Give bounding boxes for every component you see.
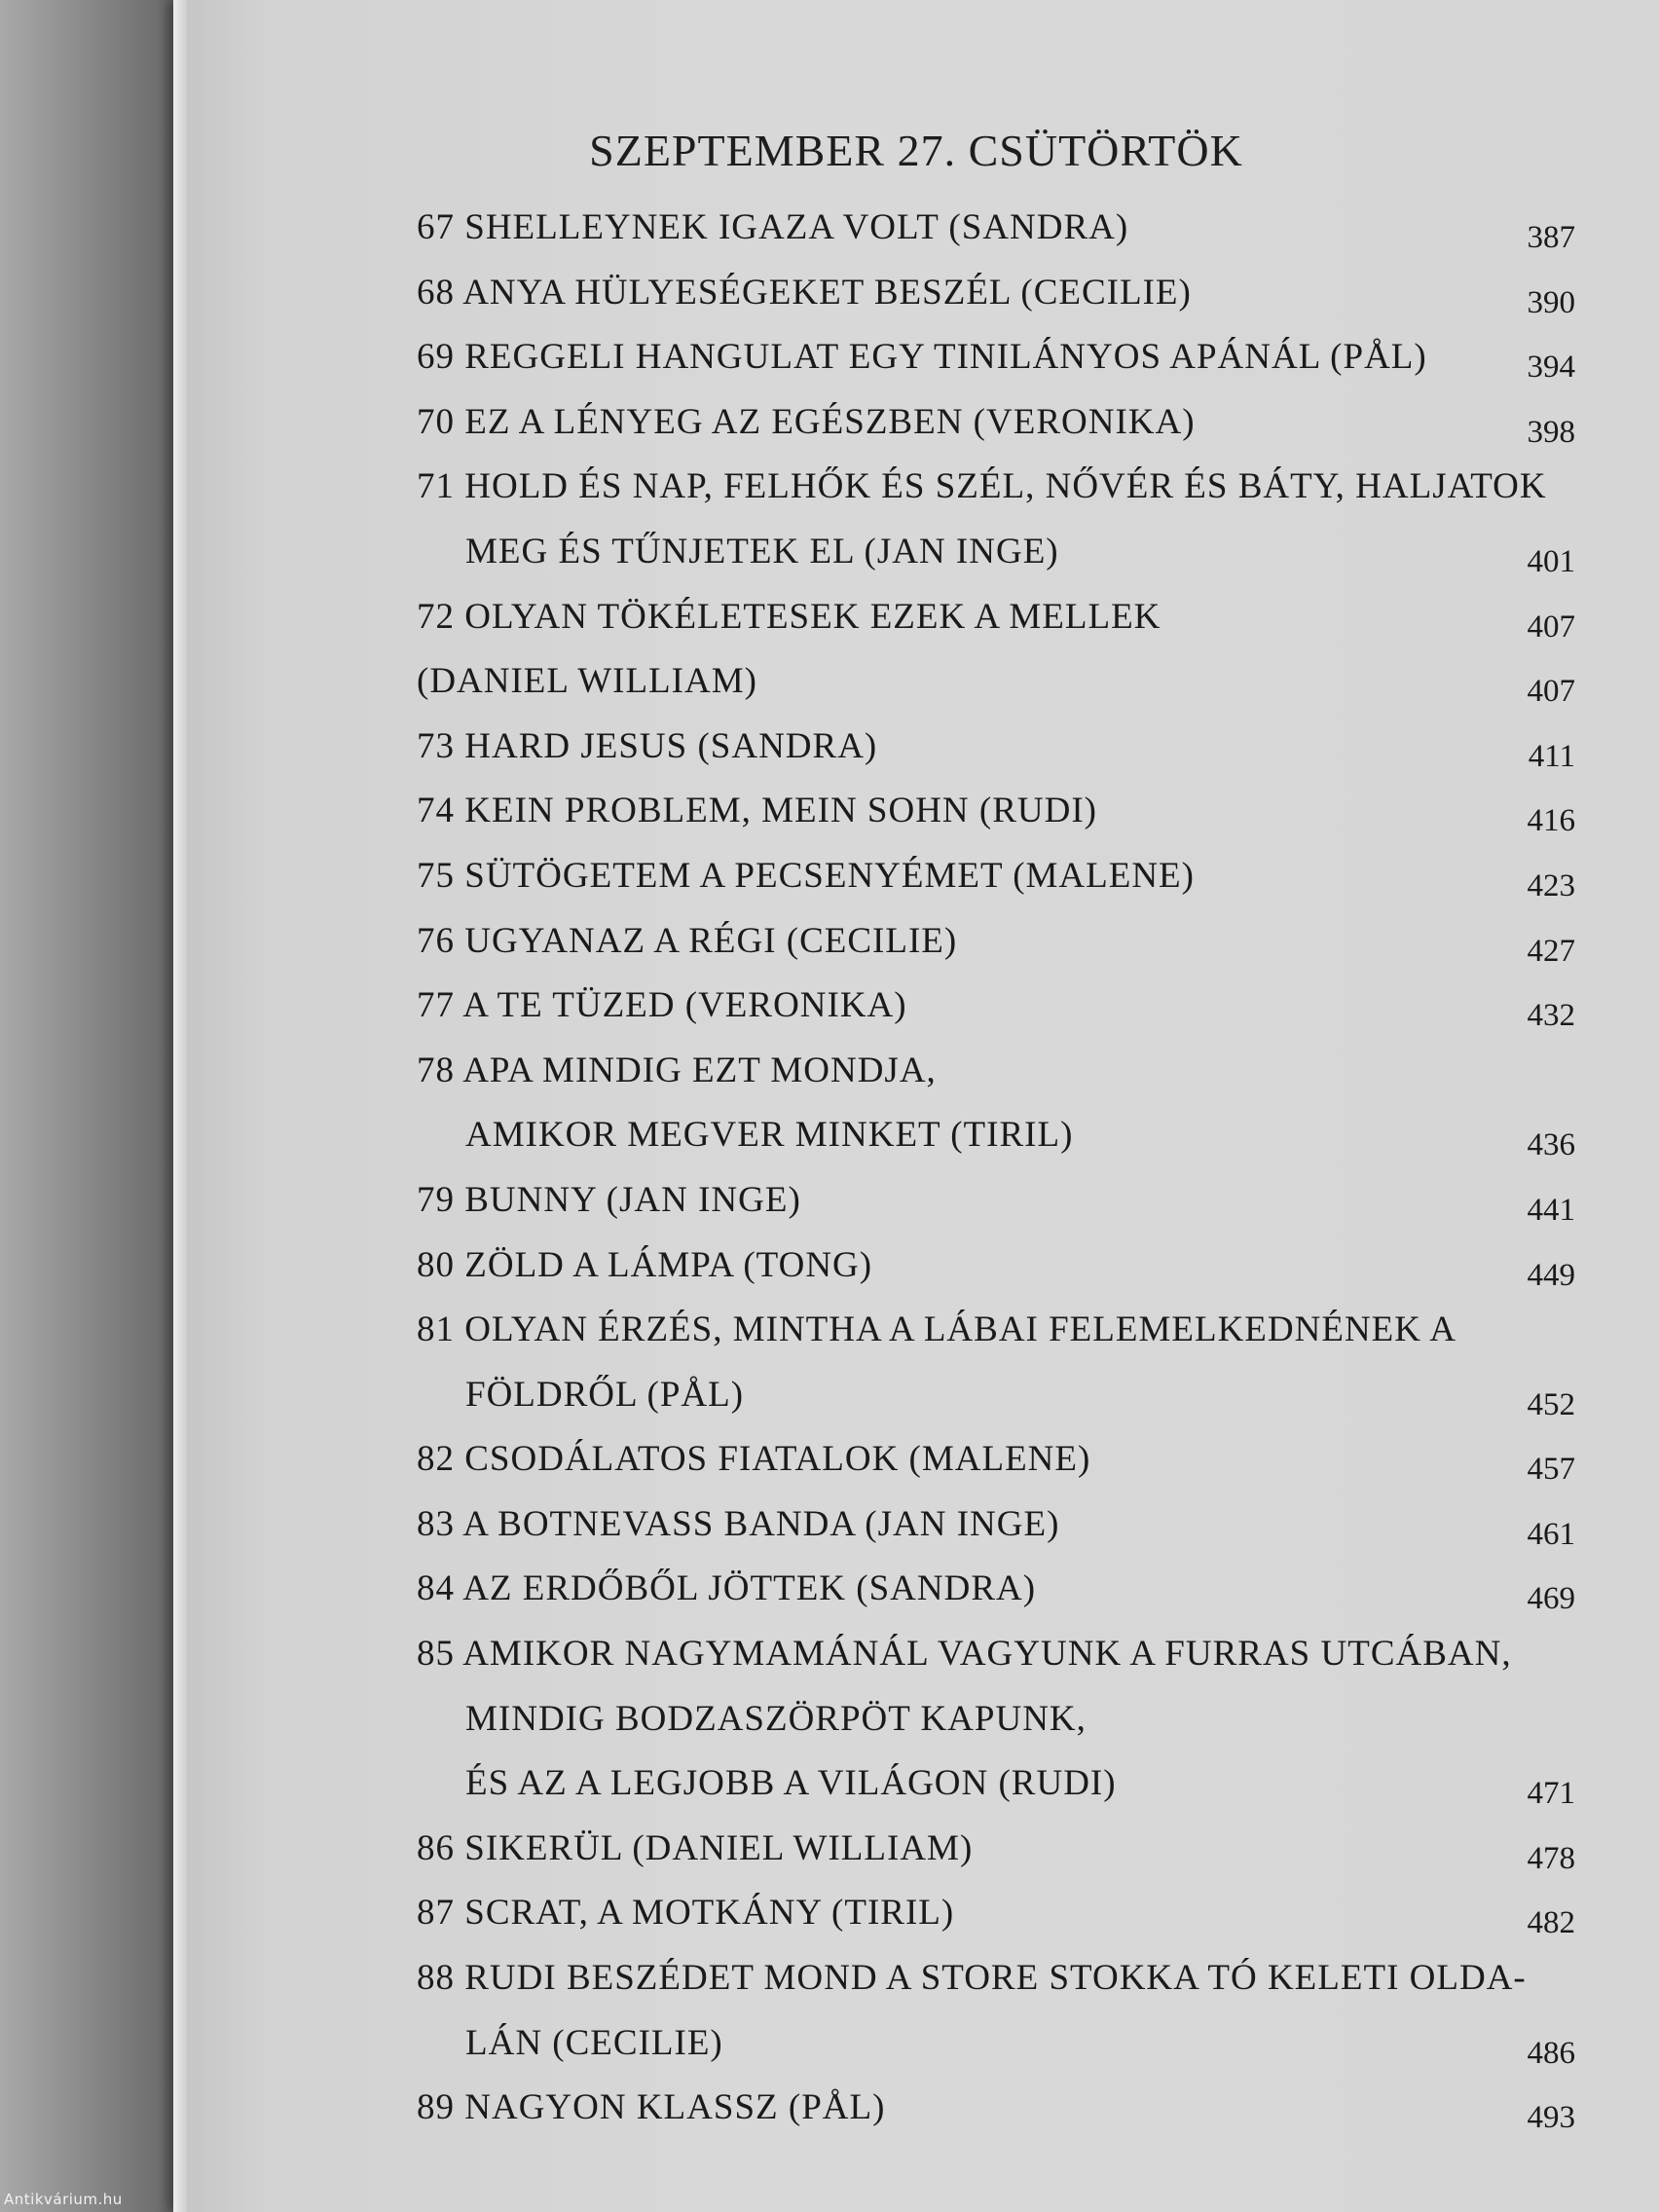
toc-entry — [417, 1432, 1575, 1497]
page-edge — [173, 0, 187, 2212]
toc-entry — [417, 525, 1575, 590]
toc-entry-title: LÁN (CECILIE) — [465, 2022, 723, 2063]
toc-entry-page-number: 387 — [1527, 220, 1575, 255]
toc-entry-title: 73 HARD JESUS (SANDRA) — [417, 725, 878, 766]
toc-entry-title: MEG ÉS TŰNJETEK EL (JAN INGE) — [465, 531, 1059, 571]
toc-entry-title: 82 CSODÁLATOS FIATALOK (MALENE) — [417, 1439, 1091, 1480]
toc-entry-page-number: 452 — [1527, 1386, 1575, 1422]
toc-entry-title: 87 SCRAT, A MOTKÁNY (TIRIL) — [417, 1893, 955, 1934]
toc-entry — [417, 2016, 1575, 2082]
toc-entry-title: 83 A BOTNEVASS BANDA (JAN INGE) — [417, 1503, 1060, 1544]
toc-entry — [417, 849, 1575, 914]
toc-entry-page-number: 493 — [1527, 2100, 1575, 2136]
toc-entry-title: (DANIEL WILLIAM) — [417, 661, 757, 702]
toc-entry-title: 81 OLYAN ÉRZÉS, MINTHA A LÁBAI FELEMELKEDNÉNEK A — [417, 1309, 1456, 1350]
toc-entry-page-number: 449 — [1527, 1257, 1575, 1293]
toc-entry-title: 84 AZ ERDŐBŐL JÖTTEK (SANDRA) — [417, 1568, 1037, 1609]
toc-entry — [417, 1497, 1575, 1563]
toc-entry — [417, 590, 1575, 655]
toc-entry — [417, 1303, 1575, 1368]
toc-entry-page-number: 436 — [1527, 1127, 1575, 1163]
toc-entry-title: 72 OLYAN TÖKÉLETESEK EZEK A MELLEK — [417, 596, 1161, 637]
toc-entry — [417, 395, 1575, 461]
toc-entry-title: AMIKOR MEGVER MINKET (TIRIL) — [465, 1115, 1074, 1156]
toc-entry-page-number: 482 — [1527, 1905, 1575, 1941]
watermark-text: Antikvárium.hu — [4, 2191, 123, 2208]
toc-entry-page-number: 390 — [1527, 284, 1575, 320]
toc-entry-title: 74 KEIN PROBLEM, MEIN SOHN (RUDI) — [417, 791, 1097, 831]
toc-entry-page-number: 407 — [1527, 608, 1575, 645]
toc-entry — [417, 201, 1575, 266]
toc-entry-page-number: 398 — [1527, 414, 1575, 450]
toc-entry — [417, 1627, 1575, 1692]
toc-entry-title: 79 BUNNY (JAN INGE) — [417, 1179, 801, 1220]
toc-entry-title: 89 NAGYON KLASSZ (PÅL) — [417, 2087, 886, 2128]
table-of-contents — [417, 201, 1575, 2146]
toc-entry-title: MINDIG BODZASZÖRPÖT KAPUNK, — [465, 1698, 1087, 1739]
toc-entry — [417, 2081, 1575, 2146]
toc-entry — [417, 914, 1575, 979]
toc-entry-title: 68 ANYA HÜLYESÉGEKET BESZÉL (CECILIE) — [417, 272, 1192, 313]
toc-entry-title: 76 UGYANAZ A RÉGI (CECILIE) — [417, 920, 958, 961]
toc-entry — [417, 719, 1575, 785]
toc-entry — [417, 460, 1575, 525]
toc-entry — [417, 1886, 1575, 1951]
toc-entry-page-number: 427 — [1527, 933, 1575, 969]
toc-entry-page-number: 432 — [1527, 998, 1575, 1034]
toc-entry-page-number: 407 — [1527, 674, 1575, 710]
toc-entry-title: 78 APA MINDIG EZT MONDJA, — [417, 1050, 937, 1090]
toc-entry — [417, 1173, 1575, 1238]
toc-entry — [417, 978, 1575, 1044]
toc-entry-page-number: 457 — [1527, 1452, 1575, 1488]
toc-entry-page-number: 471 — [1527, 1776, 1575, 1812]
toc-entry-title: 67 SHELLEYNEK IGAZA VOLT (SANDRA) — [417, 207, 1129, 247]
toc-entry-title: 75 SÜTÖGETEM A PECSENYÉMET (MALENE) — [417, 855, 1195, 896]
background-surface — [0, 0, 185, 2212]
toc-entry-page-number: 469 — [1527, 1581, 1575, 1617]
toc-entry-page-number: 461 — [1527, 1516, 1575, 1552]
toc-entry — [417, 1822, 1575, 1887]
toc-entry — [417, 1756, 1575, 1822]
toc-entry-page-number: 411 — [1528, 738, 1575, 774]
toc-entry-page-number: 416 — [1527, 803, 1575, 839]
toc-entry-page-number: 401 — [1527, 543, 1575, 579]
toc-entry — [417, 1044, 1575, 1109]
toc-entry — [417, 1108, 1575, 1173]
section-heading: SZEPTEMBER 27. CSÜTÖRTÖK — [589, 126, 1243, 175]
toc-entry-page-number: 441 — [1527, 1192, 1575, 1228]
toc-entry-title: ÉS AZ A LEGJOBB A VILÁGON (RUDI) — [465, 1763, 1117, 1804]
toc-entry — [417, 1692, 1575, 1757]
toc-entry-page-number: 478 — [1527, 1840, 1575, 1876]
toc-entry — [417, 654, 1575, 719]
toc-entry — [417, 1238, 1575, 1304]
toc-entry-page-number: 423 — [1527, 867, 1575, 903]
toc-entry — [417, 266, 1575, 331]
toc-entry-title: FÖLDRŐL (PÅL) — [465, 1374, 745, 1415]
toc-entry-page-number: 486 — [1527, 2035, 1575, 2071]
toc-entry-page-number: 394 — [1527, 350, 1575, 386]
toc-entry-title: 71 HOLD ÉS NAP, FELHŐK ÉS SZÉL, NŐVÉR ÉS BÁTY, HALJATOK — [417, 466, 1547, 507]
toc-entry-title: 85 AMIKOR NAGYMAMÁNÁL VAGYUNK A FURRAS UTCÁBAN, — [417, 1634, 1512, 1675]
toc-entry — [417, 1951, 1575, 2016]
toc-entry-title: 80 ZÖLD A LÁMPA (TONG) — [417, 1244, 873, 1285]
toc-entry — [417, 330, 1575, 395]
toc-entry-title: 77 A TE TÜZED (VERONIKA) — [417, 985, 907, 1026]
toc-entry — [417, 784, 1575, 849]
toc-entry-title: 70 EZ A LÉNYEG AZ EGÉSZBEN (VERONIKA) — [417, 401, 1196, 442]
toc-entry — [417, 1562, 1575, 1627]
toc-entry — [417, 1368, 1575, 1433]
toc-entry-title: 69 REGGELI HANGULAT EGY TINILÁNYOS APÁNÁL (PÅL) — [417, 337, 1427, 378]
toc-entry-title: 88 RUDI BESZÉDET MOND A STORE STOKKA TÓ KELETI OLDA- — [417, 1958, 1527, 1999]
toc-entry-title: 86 SIKERÜL (DANIEL WILLIAM) — [417, 1827, 974, 1868]
